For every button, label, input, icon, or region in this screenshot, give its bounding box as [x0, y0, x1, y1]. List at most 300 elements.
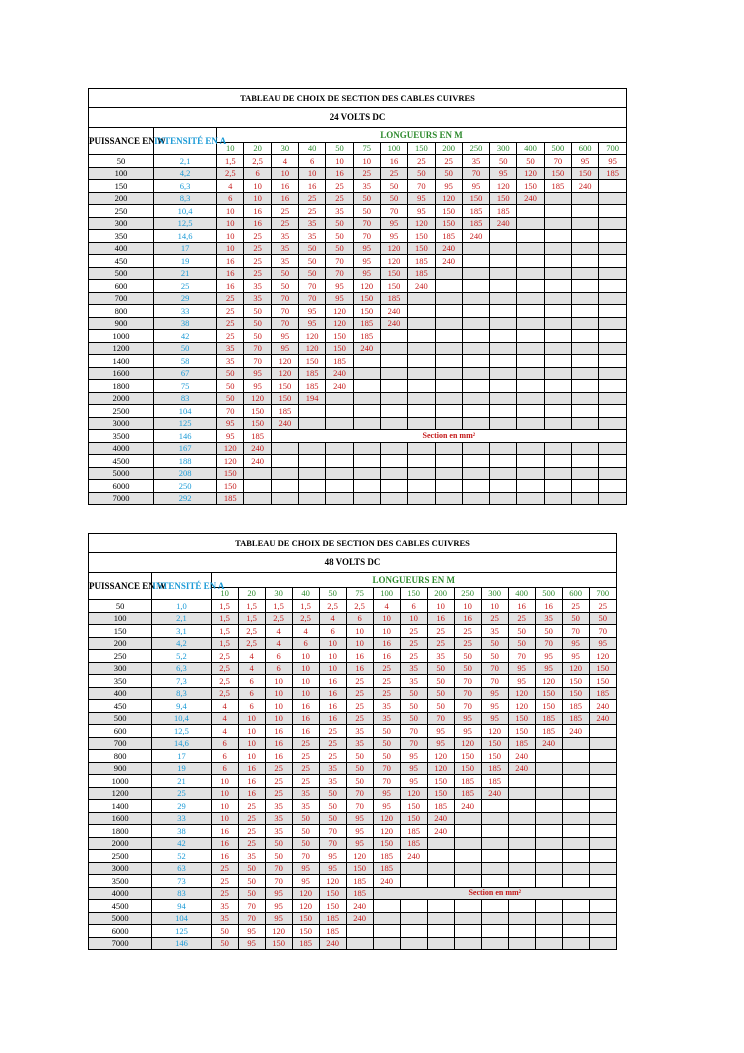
section-cell: 50 — [292, 812, 319, 825]
empty-cell — [380, 417, 407, 430]
section-cell: 185 — [454, 787, 481, 800]
empty-cell — [571, 192, 598, 205]
section-cell: 150 — [481, 737, 508, 750]
empty-cell — [562, 737, 589, 750]
empty-cell — [408, 342, 435, 355]
empty-cell — [508, 875, 535, 888]
section-cell: 35 — [271, 230, 298, 243]
current-cell: 146 — [152, 937, 211, 950]
empty-cell — [427, 912, 454, 925]
section-cell: 50 — [319, 800, 346, 813]
section-cell: 95 — [346, 812, 373, 825]
table-row — [89, 600, 617, 613]
section-cell: 150 — [408, 230, 435, 243]
section-cell: 16 — [265, 725, 292, 738]
section-cell: 95 — [265, 912, 292, 925]
section-cell: 70 — [508, 650, 535, 663]
section-cell: 10 — [265, 687, 292, 700]
empty-cell — [490, 455, 517, 468]
section-cell: 150 — [435, 217, 462, 230]
table-row — [89, 192, 627, 205]
empty-cell — [599, 305, 627, 318]
section-cell: 50 — [271, 280, 298, 293]
current-cell: 19 — [154, 255, 217, 268]
empty-cell — [562, 775, 589, 788]
empty-cell — [454, 862, 481, 875]
power-cell: 1600 — [89, 367, 154, 380]
length-header-cell: 150 — [400, 588, 427, 600]
current-cell: 73 — [152, 875, 211, 888]
section-cell: 150 — [265, 937, 292, 950]
empty-cell — [462, 405, 489, 418]
empty-cell — [508, 862, 535, 875]
empty-cell — [462, 392, 489, 405]
table-row — [89, 280, 627, 293]
current-cell: 188 — [154, 455, 217, 468]
power-cell: 700 — [89, 292, 154, 305]
section-cell: 95 — [346, 837, 373, 850]
length-header-cell: 75 — [353, 143, 380, 155]
current-cell: 292 — [154, 492, 217, 505]
section-cell: 4 — [211, 712, 238, 725]
table-row — [89, 850, 617, 863]
section-cell: 50 — [217, 392, 244, 405]
section-cell: 16 — [217, 280, 244, 293]
section-cell: 185 — [299, 380, 326, 393]
section-cell: 10 — [238, 737, 265, 750]
section-cell: 50 — [346, 750, 373, 763]
section-cell: 50 — [238, 887, 265, 900]
empty-cell — [599, 317, 627, 330]
section-cell: 35 — [292, 800, 319, 813]
power-cell: 200 — [89, 637, 152, 650]
empty-cell — [299, 492, 326, 505]
section-cell: 70 — [535, 637, 562, 650]
section-cell: 240 — [589, 712, 616, 725]
empty-cell — [373, 925, 400, 938]
section-cell: 10 — [211, 775, 238, 788]
section-cell: 10 — [346, 637, 373, 650]
section-cell: 16 — [346, 650, 373, 663]
section-cell: 25 — [400, 650, 427, 663]
empty-cell — [408, 330, 435, 343]
empty-cell — [326, 480, 353, 493]
section-cell: 1,5 — [211, 625, 238, 638]
current-cell: 33 — [154, 305, 217, 318]
section-cell: 35 — [244, 292, 271, 305]
empty-cell — [481, 825, 508, 838]
section-cell: 120 — [244, 392, 271, 405]
empty-cell — [517, 330, 544, 343]
empty-cell — [571, 330, 598, 343]
section-cell: 25 — [346, 712, 373, 725]
section-cell: 6 — [211, 750, 238, 763]
empty-cell — [454, 850, 481, 863]
section-cell: 35 — [346, 737, 373, 750]
section-cell: 185 — [462, 205, 489, 218]
section-cell: 185 — [462, 217, 489, 230]
empty-cell — [571, 317, 598, 330]
section-cell: 150 — [400, 812, 427, 825]
power-cell: 3500 — [89, 430, 154, 443]
power-header: PUISSANCE EN W — [89, 573, 152, 600]
section-cell: 50 — [490, 155, 517, 168]
current-cell: 38 — [152, 825, 211, 838]
section-cell: 35 — [299, 230, 326, 243]
section-cell: 240 — [326, 380, 353, 393]
section-cell: 150 — [454, 750, 481, 763]
section-cell: 50 — [508, 625, 535, 638]
current-cell: 29 — [154, 292, 217, 305]
empty-cell — [517, 405, 544, 418]
section-cell: 185 — [508, 737, 535, 750]
current-cell: 167 — [154, 442, 217, 455]
empty-cell — [271, 455, 298, 468]
empty-cell — [544, 305, 571, 318]
section-cell: 185 — [299, 367, 326, 380]
empty-cell — [544, 467, 571, 480]
section-cell: 50 — [427, 662, 454, 675]
empty-cell — [589, 912, 616, 925]
length-header-cell: 300 — [490, 143, 517, 155]
section-cell: 25 — [427, 637, 454, 650]
empty-cell — [380, 442, 407, 455]
power-cell: 50 — [89, 600, 152, 613]
section-cell: 10 — [292, 650, 319, 663]
power-cell: 500 — [89, 267, 154, 280]
current-cell: 19 — [152, 762, 211, 775]
empty-cell — [562, 900, 589, 913]
table-row — [89, 217, 627, 230]
section-cell: 120 — [299, 342, 326, 355]
section-cell: 16 — [244, 217, 271, 230]
section-cell: 70 — [238, 900, 265, 913]
section-cell: 50 — [238, 875, 265, 888]
section-cell: 70 — [299, 292, 326, 305]
section-cell: 4 — [217, 180, 244, 193]
section-cell: 16 — [319, 700, 346, 713]
power-cell: 7000 — [89, 492, 154, 505]
section-cell: 70 — [481, 675, 508, 688]
table-row — [89, 430, 627, 443]
length-header-cell: 50 — [326, 143, 353, 155]
current-cell: 83 — [152, 887, 211, 900]
empty-cell — [571, 367, 598, 380]
section-cell: 10 — [353, 155, 380, 168]
section-cell: 10 — [319, 637, 346, 650]
length-header-cell: 150 — [408, 143, 435, 155]
length-header-cell: 250 — [462, 143, 489, 155]
empty-cell — [408, 367, 435, 380]
section-cell: 185 — [319, 925, 346, 938]
current-cell: 104 — [154, 405, 217, 418]
empty-cell — [462, 267, 489, 280]
table-row — [89, 687, 617, 700]
section-cell: 10 — [299, 167, 326, 180]
section-cell: 16 — [373, 637, 400, 650]
power-cell: 200 — [89, 192, 154, 205]
power-cell: 1800 — [89, 825, 152, 838]
section-cell: 240 — [244, 455, 271, 468]
empty-cell — [544, 392, 571, 405]
section-cell: 240 — [400, 850, 427, 863]
table-row — [89, 762, 617, 775]
empty-cell — [353, 442, 380, 455]
section-cell: 240 — [517, 192, 544, 205]
section-cell: 4 — [238, 650, 265, 663]
section-cell: 16 — [217, 267, 244, 280]
section-cell: 185 — [353, 330, 380, 343]
section-cell: 25 — [217, 330, 244, 343]
section-cell: 150 — [454, 762, 481, 775]
section-cell: 95 — [373, 787, 400, 800]
section-cell: 35 — [211, 900, 238, 913]
section-cell: 2,5 — [244, 155, 271, 168]
section-cell: 6 — [211, 737, 238, 750]
section-cell: 240 — [435, 242, 462, 255]
section-cell: 10 — [211, 800, 238, 813]
section-unit-note: Section en mm² — [373, 887, 616, 900]
empty-cell — [481, 937, 508, 950]
section-cell: 25 — [353, 167, 380, 180]
current-cell: 125 — [154, 417, 217, 430]
empty-cell — [508, 787, 535, 800]
section-cell: 70 — [353, 230, 380, 243]
section-cell: 10 — [211, 787, 238, 800]
length-header-cell: 600 — [562, 588, 589, 600]
power-cell: 300 — [89, 217, 154, 230]
empty-cell — [481, 912, 508, 925]
section-cell: 25 — [271, 217, 298, 230]
empty-cell — [490, 292, 517, 305]
empty-cell — [400, 862, 427, 875]
section-cell: 35 — [373, 712, 400, 725]
power-cell: 1600 — [89, 812, 152, 825]
section-cell: 16 — [454, 612, 481, 625]
empty-cell — [490, 330, 517, 343]
empty-cell — [435, 455, 462, 468]
section-cell: 185 — [599, 167, 627, 180]
power-cell: 50 — [89, 155, 154, 168]
empty-cell — [571, 380, 598, 393]
section-cell: 16 — [244, 205, 271, 218]
section-cell: 10 — [400, 612, 427, 625]
section-cell: 70 — [271, 317, 298, 330]
section-cell: 35 — [271, 242, 298, 255]
section-cell: 70 — [589, 625, 616, 638]
current-cell: 17 — [152, 750, 211, 763]
power-cell: 2000 — [89, 837, 152, 850]
section-cell: 120 — [481, 725, 508, 738]
empty-cell — [544, 380, 571, 393]
section-cell: 150 — [408, 242, 435, 255]
section-cell: 16 — [211, 837, 238, 850]
empty-cell — [380, 455, 407, 468]
section-cell: 150 — [490, 192, 517, 205]
section-cell: 35 — [319, 762, 346, 775]
section-cell: 50 — [326, 230, 353, 243]
section-cell: 1,5 — [238, 600, 265, 613]
section-cell: 150 — [326, 342, 353, 355]
empty-cell — [408, 380, 435, 393]
empty-cell — [571, 442, 598, 455]
section-cell: 185 — [562, 700, 589, 713]
section-cell: 120 — [299, 330, 326, 343]
empty-cell — [353, 417, 380, 430]
section-cell: 240 — [408, 280, 435, 293]
section-cell: 50 — [353, 192, 380, 205]
section-cell: 35 — [373, 700, 400, 713]
power-cell: 300 — [89, 662, 152, 675]
section-cell: 16 — [508, 600, 535, 613]
empty-cell — [544, 355, 571, 368]
empty-cell — [599, 192, 627, 205]
section-cell: 150 — [271, 380, 298, 393]
power-cell: 5000 — [89, 467, 154, 480]
empty-cell — [589, 750, 616, 763]
power-cell: 6000 — [89, 480, 154, 493]
section-cell: 70 — [265, 862, 292, 875]
empty-cell — [462, 367, 489, 380]
section-cell: 150 — [326, 330, 353, 343]
empty-cell — [517, 242, 544, 255]
empty-cell — [508, 837, 535, 850]
section-cell: 240 — [346, 900, 373, 913]
section-cell: 95 — [481, 712, 508, 725]
section-cell: 2,5 — [292, 612, 319, 625]
section-cell: 25 — [481, 612, 508, 625]
section-cell: 185 — [408, 255, 435, 268]
section-cell: 240 — [508, 750, 535, 763]
section-cell: 10 — [454, 600, 481, 613]
section-cell: 95 — [238, 937, 265, 950]
current-cell: 25 — [154, 280, 217, 293]
empty-cell — [589, 737, 616, 750]
empty-cell — [435, 392, 462, 405]
table-row — [89, 712, 617, 725]
section-cell: 16 — [238, 787, 265, 800]
section-cell: 120 — [380, 255, 407, 268]
empty-cell — [562, 875, 589, 888]
empty-cell — [599, 205, 627, 218]
section-cell: 25 — [319, 725, 346, 738]
empty-cell — [462, 255, 489, 268]
section-cell: 120 — [217, 455, 244, 468]
section-cell: 4 — [271, 155, 298, 168]
title-row — [89, 89, 627, 108]
section-cell: 95 — [265, 887, 292, 900]
empty-cell — [508, 812, 535, 825]
empty-cell — [589, 775, 616, 788]
section-cell: 185 — [319, 912, 346, 925]
section-cell: 70 — [454, 700, 481, 713]
empty-cell — [490, 317, 517, 330]
section-cell: 6 — [265, 650, 292, 663]
section-cell: 6 — [265, 662, 292, 675]
section-cell: 150 — [353, 305, 380, 318]
section-cell: 185 — [346, 887, 373, 900]
empty-cell — [400, 925, 427, 938]
section-cell: 25 — [454, 625, 481, 638]
empty-cell — [599, 217, 627, 230]
section-cell: 50 — [508, 637, 535, 650]
empty-cell — [435, 492, 462, 505]
table-row — [89, 367, 627, 380]
empty-cell — [599, 367, 627, 380]
section-cell: 2,5 — [238, 625, 265, 638]
empty-cell — [544, 292, 571, 305]
section-cell: 150 — [380, 280, 407, 293]
section-cell: 120 — [217, 442, 244, 455]
section-cell: 95 — [562, 650, 589, 663]
power-cell: 3000 — [89, 417, 154, 430]
current-cell: 5,2 — [152, 650, 211, 663]
empty-cell — [427, 925, 454, 938]
length-header-cell: 400 — [517, 143, 544, 155]
section-cell: 16 — [238, 762, 265, 775]
empty-cell — [517, 380, 544, 393]
power-cell: 2000 — [89, 392, 154, 405]
empty-cell — [562, 812, 589, 825]
empty-cell — [408, 480, 435, 493]
section-cell: 70 — [217, 405, 244, 418]
empty-cell — [544, 317, 571, 330]
empty-cell — [571, 230, 598, 243]
length-header-cell: 75 — [346, 588, 373, 600]
empty-cell — [490, 305, 517, 318]
section-cell: 25 — [238, 800, 265, 813]
section-cell: 16 — [292, 700, 319, 713]
section-cell: 50 — [380, 192, 407, 205]
section-cell: 185 — [427, 800, 454, 813]
table-row — [89, 330, 627, 343]
section-cell: 150 — [435, 205, 462, 218]
voltage-title: 48 VOLTS DC — [89, 553, 617, 573]
table-row — [89, 662, 617, 675]
empty-cell — [462, 292, 489, 305]
current-cell: 42 — [154, 330, 217, 343]
section-cell: 70 — [271, 305, 298, 318]
section-cell: 150 — [544, 167, 571, 180]
empty-cell — [454, 875, 481, 888]
power-cell: 2500 — [89, 405, 154, 418]
section-cell: 25 — [373, 662, 400, 675]
empty-cell — [589, 725, 616, 738]
table-row — [89, 417, 627, 430]
section-cell: 16 — [427, 612, 454, 625]
section-cell: 2,5 — [211, 687, 238, 700]
empty-cell — [589, 937, 616, 950]
section-cell: 25 — [562, 600, 589, 613]
current-cell: 6,3 — [152, 662, 211, 675]
section-cell: 35 — [217, 342, 244, 355]
empty-cell — [508, 925, 535, 938]
section-cell: 150 — [589, 675, 616, 688]
power-cell: 450 — [89, 700, 152, 713]
section-cell: 35 — [271, 255, 298, 268]
section-cell: 10 — [481, 600, 508, 613]
section-cell: 185 — [292, 937, 319, 950]
section-cell: 150 — [319, 900, 346, 913]
section-cell: 95 — [373, 800, 400, 813]
section-cell: 70 — [346, 787, 373, 800]
section-cell: 10 — [265, 700, 292, 713]
empty-cell — [599, 405, 627, 418]
empty-cell — [271, 492, 298, 505]
empty-cell — [380, 380, 407, 393]
section-cell: 1,5 — [238, 612, 265, 625]
empty-cell — [571, 292, 598, 305]
